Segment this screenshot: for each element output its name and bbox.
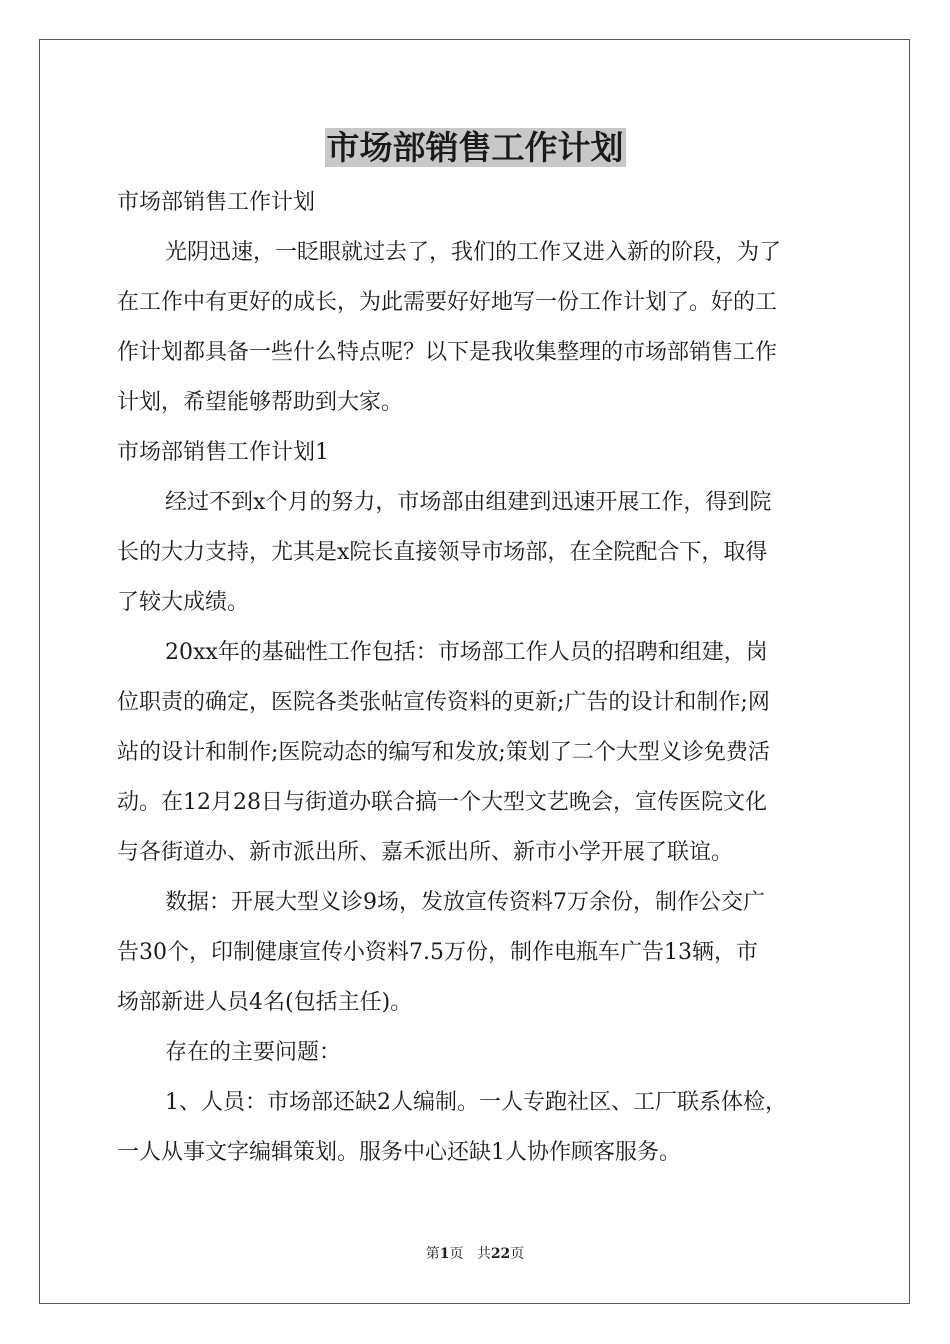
paragraph-line: 站的设计和制作;医院动态的编写和发放;策划了二个大型义诊免费活	[117, 740, 770, 765]
page-footer	[0, 1244, 950, 1264]
footer-total-pages: 22	[490, 1246, 511, 1262]
section-heading: 市场部销售工作计划1	[117, 440, 329, 465]
paragraph-line: 作计划都具备一些什么特点呢？以下是我收集整理的市场部销售工作	[117, 340, 778, 365]
paragraph-line: 与各街道办、新市派出所、嘉禾派出所、新市小学开展了联谊。	[117, 840, 734, 865]
paragraph-line: 了较大成绩。	[117, 590, 250, 615]
paragraph-line: 存在的主要问题：	[165, 1040, 342, 1065]
paragraph-line: 光阴迅速，一眨眼就过去了，我们的工作又进入新的阶段，为了	[165, 240, 782, 265]
paragraph-line: 一人从事文字编辑策划。服务中心还缺1人协作顾客服务。	[117, 1140, 681, 1165]
paragraph-line: 数据：开展大型义诊9场，发放宣传资料7万余份，制作公交广	[165, 890, 765, 915]
subtitle-line: 市场部销售工作计划	[117, 190, 316, 215]
paragraph-line: 长的大力支持，尤其是x院长直接领导市场部，在全院配合下，取得	[117, 540, 768, 565]
footer-total-suffix: 页	[510, 1246, 525, 1262]
paragraph-line: 经过不到x个月的努力，市场部由组建到迅速开展工作，得到院	[165, 490, 772, 515]
document-title-text: 市场部销售工作计划	[326, 128, 624, 167]
document-title	[0, 128, 950, 168]
paragraph-line: 告30个，印制健康宣传小资料7.5万份，制作电瓶车广告13辆，市	[117, 940, 758, 965]
paragraph-line: 计划，希望能够帮助到大家。	[117, 390, 404, 415]
paragraph-line: 场部新进人员4名(包括主任)。	[117, 990, 413, 1015]
footer-page-prefix: 第	[425, 1246, 440, 1262]
paragraph-line: 20xx年的基础性工作包括：市场部工作人员的招聘和组建，岗	[165, 640, 768, 665]
paragraph-line: 在工作中有更好的成长，为此需要好好地写一份工作计划了。好的工	[117, 290, 778, 315]
document-body	[117, 178, 833, 1178]
paragraph-line: 位职责的确定，医院各类张帖宣传资料的更新;广告的设计和制作;网	[117, 690, 770, 715]
paragraph-line: 动。在12月28日与街道办联合搞一个大型文艺晚会，宣传医院文化	[117, 790, 767, 815]
footer-total-prefix: 共	[476, 1246, 491, 1262]
footer-page-number: 1	[439, 1246, 450, 1262]
footer-page-suffix: 页	[449, 1246, 464, 1262]
paragraph-line: 1、人员：市场部还缺2人编制。一人专跑社区、工厂联系体检，	[165, 1090, 787, 1115]
